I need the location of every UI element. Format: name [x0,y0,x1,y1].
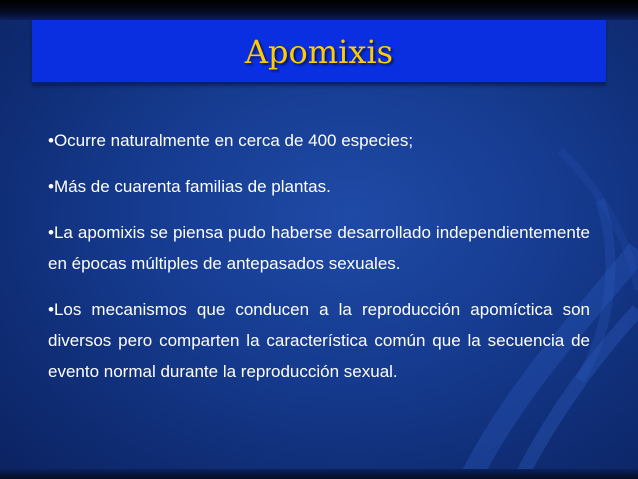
bullet-marker: • [48,223,54,242]
bullet-paragraph-1 [48,125,590,156]
title-bar [32,20,606,84]
bullet-marker: • [48,177,54,196]
paragraph-text: Los mecanismos que conducen a la reproducción apomíctica son diversos pero comparten la característica común que la secuencia de evento normal durante la reproducción sexual. [48,300,590,381]
top-dark-strip [0,0,638,20]
paragraph-text: Más de cuarenta familias de plantas. [53,177,331,196]
bullet-paragraph-3 [48,217,590,279]
bullet-marker: • [48,300,54,319]
slide-title: Apomixis [244,33,394,71]
bullet-marker: • [48,131,54,150]
paragraph-text: Ocurre naturalmente en cerca de 400 especies; [53,131,414,150]
slide-content [48,125,590,402]
bottom-dark-strip [0,469,638,479]
paragraph-text: La apomixis se piensa pudo haberse desarrollado independientemente en épocas múltiples de antepasados sexuales. [48,223,590,273]
bullet-paragraph-4 [48,294,590,387]
bullet-paragraph-2 [48,171,590,202]
